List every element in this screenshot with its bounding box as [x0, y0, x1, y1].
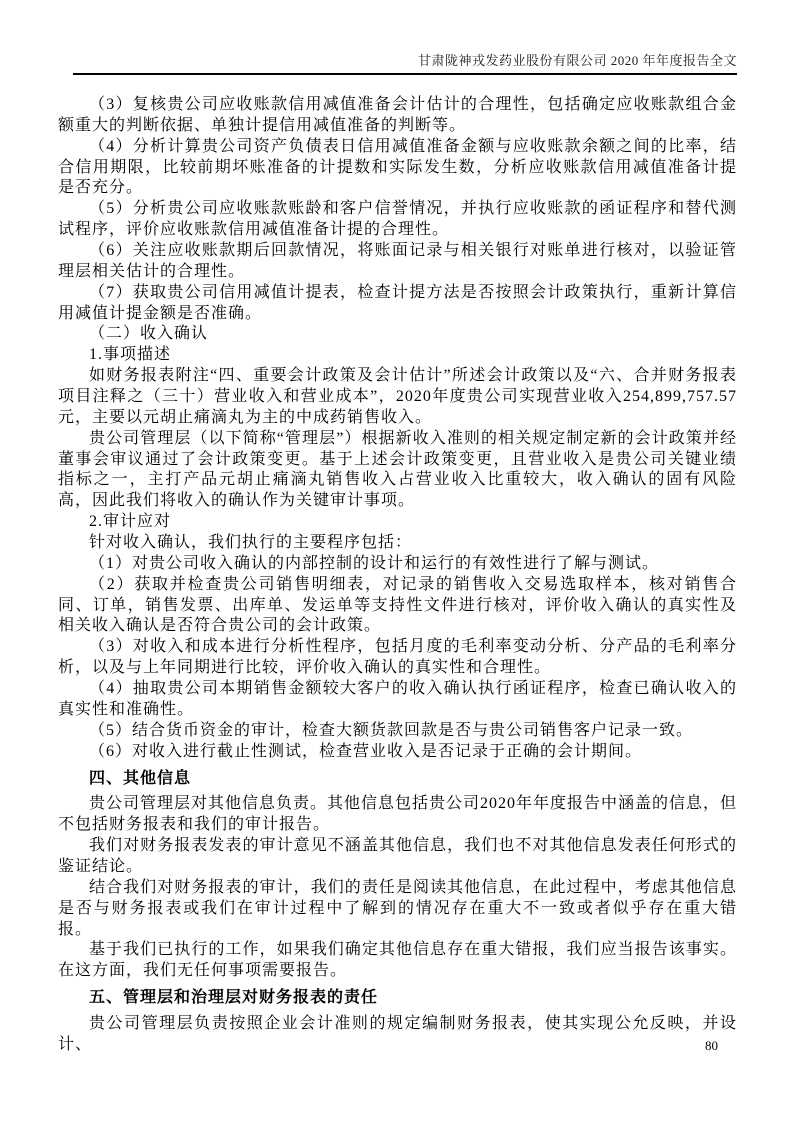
- section-heading: 四、其他信息: [89, 769, 192, 787]
- paragraph: （4）抽取贵公司本期销售金额较大客户的收入确认执行函证程序，检查已确认收入的真实性和准确性。: [58, 680, 737, 718]
- paragraph: 基于我们已执行的工作，如果我们确定其他信息存在重大错报，我们应当报告该事实。在这方面，我们无任何事项需要报告。: [58, 941, 737, 980]
- paragraph: （6）关注应收账款期后回款情况，将账面记录与相关银行对账单进行核对，以验证管理层相关估计的合理性。: [58, 242, 737, 280]
- paragraph: 结合我们对财务报表的审计，我们的责任是阅读其他信息，在此过程中，考虑其他信息是否与财务报表或我们在审计过程中了解到的情况存在重大不一致或者似乎存在重大错报。: [58, 878, 737, 938]
- paragraph: （4）分析计算贵公司资产负债表日信用减值准备金额与应收账款余额之间的比率，结合信用期限，比较前期坏账准备的计提数和实际发生数，分析应收账款信用减值准备计提是否充分。: [58, 137, 737, 197]
- paragraph: （5）结合货币资金的审计，检查大额货款回款是否与贵公司销售客户记录一致。: [89, 721, 694, 739]
- paragraph: （3）复核贵公司应收账款信用减值准备会计估计的合理性，包括确定应收账款组合金额重大的判断依据、单独计提信用减值准备的判断等。: [58, 96, 737, 134]
- paragraph: 2.审计应对: [89, 513, 172, 531]
- paragraph: 如财务报表附注“四、重要会计政策及会计估计”所述会计政策以及“六、合并财务报表项目注释之（三十）营业收入和营业成本”，2020年度贵公司实现营业收入254,899,757.57元，主要以元胡止痛滴丸为主的中成药销售收入。: [58, 367, 737, 426]
- header-title: 甘肃陇神戎发药业股份有限公司 2020 年年度报告全文: [417, 53, 737, 68]
- paragraph: （2）获取并检查贵公司销售明细表，对记录的销售收入交易选取样本，核对销售合同、订单，销售发票、出库单、发运单等支持性文件进行核对，评价收入确认的真实性及相关收入确认是否符合贵公司的会计政策。: [58, 575, 737, 635]
- page-number: 80: [705, 1038, 718, 1053]
- paragraph: （二）收入确认: [89, 325, 209, 343]
- paragraph: 1.事项描述: [89, 346, 172, 364]
- paragraph: （6）对收入进行截止性测试，检查营业收入是否记录于正确的会计期间。: [89, 742, 643, 760]
- document-body: [58, 95, 737, 1056]
- section-heading: 五、管理层和治理层对财务报表的责任: [89, 989, 379, 1007]
- paragraph: 贵公司管理层负责按照企业会计准则的规定编制财务报表，使其实现公允反映，并设计、: [58, 1014, 737, 1053]
- paragraph: （5）分析贵公司应收账款账龄和客户信誉情况，并执行应收账款的函证程序和替代测试程序，评价应收账款信用减值准备计提的合理性。: [58, 200, 737, 239]
- paragraph: （7）获取贵公司信用减值计提表，检查计提方法是否按照会计政策执行，重新计算信用减值计提金额是否准确。: [58, 283, 737, 322]
- paragraph: 针对收入确认，我们执行的主要程序包括：: [89, 534, 413, 552]
- header-rule: [73, 73, 737, 75]
- paragraph: 贵公司管理层对其他信息负责。其他信息包括贵公司2020年年度报告中涵盖的信息，但不包括财务报表和我们的审计报告。: [58, 795, 738, 834]
- paragraph: 我们对财务报表发表的审计意见不涵盖其他信息，我们也不对其他信息发表任何形式的鉴证结论。: [58, 837, 737, 875]
- page-header: [58, 52, 737, 75]
- paragraph: （3）对收入和成本进行分析性程序，包括月度的毛利率变动分析、分产品的毛利率分析，以及与上年同期进行比较，评价收入确认的真实性和合理性。: [58, 638, 737, 677]
- paragraph: （1）对贵公司收入确认的内部控制的设计和运行的有效性进行了解与测试。: [89, 554, 660, 572]
- paragraph: 贵公司管理层（以下简称“管理层”）根据新收入准则的相关规定制定新的会计政策并经董事会审议通过了会计政策变更。基于上述会计政策变更，且营业收入是贵公司关键业绩指标之一，主打产品元胡止痛滴丸销售收入占营业收入比重较大，收入确认的固有风险高，因此我们将收入的确认作为关键审计事项。: [58, 429, 737, 510]
